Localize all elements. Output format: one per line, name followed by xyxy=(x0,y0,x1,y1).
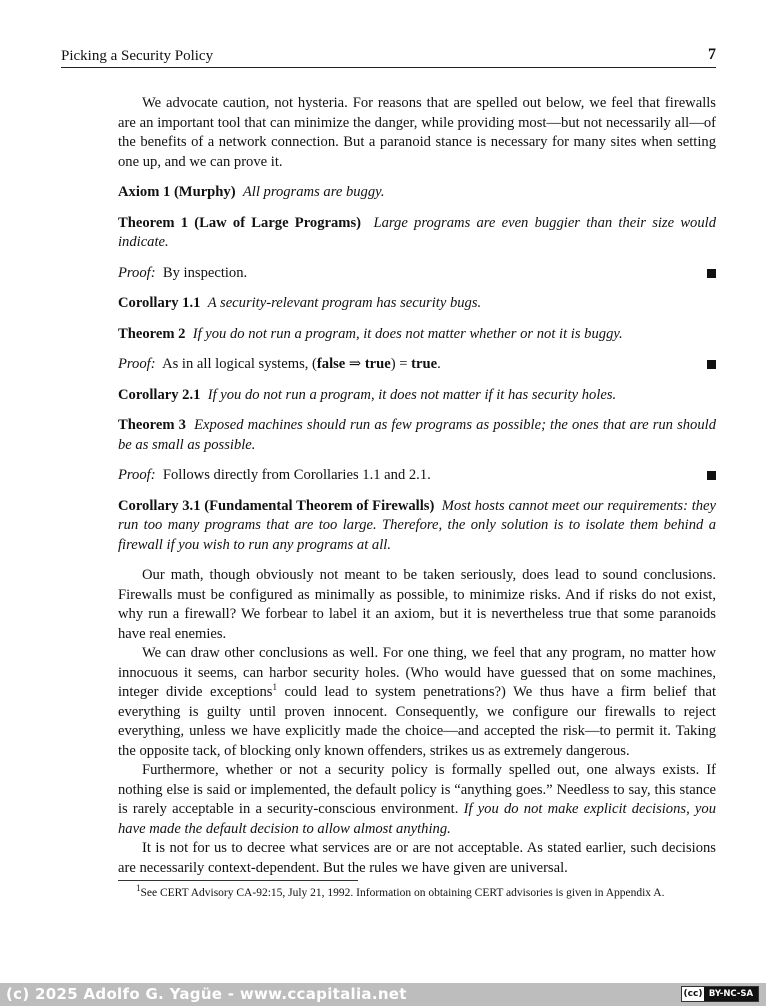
paragraph-universal-rules: It is not for us to decree what services are or are not acceptable. As stated earlier, such decisions are necessarily context-dependent. But the rules we have given are universal. xyxy=(118,840,716,876)
proof-2-suffix: . xyxy=(437,356,441,372)
theorem-2 xyxy=(118,325,716,345)
paragraph-math: Our math, though obviously not meant to be taken seriously, does lead to sound conclusions. Firewalls must be configured as minimally as possible, to minimize risks. And if risks do not exist, why run a firewall? We forbear to label it an axiom, but it is nevertheless true that some paranoids have real enemies. xyxy=(118,567,716,642)
proof-2-prefix: As in all logical systems, ( xyxy=(162,356,317,372)
proof-3-label: Proof: xyxy=(118,467,156,483)
header-title: Picking a Security Policy xyxy=(61,48,214,64)
proof-2-false: false xyxy=(316,356,346,372)
corollary-1-1-label: Corollary 1.1 xyxy=(118,295,201,311)
footnote-mark: 1 xyxy=(136,883,141,894)
paragraph-conclusions-text-a: We can draw other conclusions as well. For one thing, we feel that any program, no matter how innocuous it seems, can harbor security holes. (Who would have guessed that on some machines, integer divide exceptions xyxy=(118,645,716,700)
qed-square-icon xyxy=(707,471,716,480)
cc-license-badge xyxy=(681,986,759,1002)
footnote-divider xyxy=(118,880,358,881)
corollary-1-1-statement: A security-relevant program has security bugs. xyxy=(207,295,482,311)
copyright-watermark: (c) 2025 Adolfo G. Yagüe - www.ccapitalia.net xyxy=(6,985,407,1003)
corollary-2-1 xyxy=(118,386,716,406)
cc-logo-icon: (cc) xyxy=(683,989,703,999)
theorem-1-statement: Large programs are even buggier than their size would indicate. xyxy=(118,214,716,250)
axiom-1-statement: All programs are buggy. xyxy=(242,184,385,200)
proof-1-label: Proof: xyxy=(118,264,156,281)
theorem-2-label: Theorem 2 xyxy=(118,325,186,342)
proof-1 xyxy=(118,264,716,284)
page-number: 7 xyxy=(708,46,716,63)
running-header xyxy=(61,47,716,68)
footnote-text: See CERT Advisory CA-92:15, July 21, 1992. Information on obtaining CERT advisories is given in Appendix A. xyxy=(140,887,665,899)
corollary-2-1-statement: If you do not run a program, it does not matter if it has security holes. xyxy=(207,386,617,403)
main-text xyxy=(118,94,716,878)
proof-2-middle: ) = xyxy=(390,356,412,372)
proof-3 xyxy=(118,466,716,486)
corollary-1-1 xyxy=(118,294,716,314)
corollary-3-1-label: Corollary 3.1 (Fundamental Theorem of Firewalls) xyxy=(118,497,435,514)
theorem-1-label: Theorem 1 (Law of Large Programs) xyxy=(118,214,361,231)
paragraph-intro: We advocate caution, not hysteria. For reasons that are spelled out below, we feel that firewalls are an important tool that can minimize the danger, while providing most—but not necessarily all—of the benefits of a network connection. But a paranoid stance is necessary for many sites when setting one up, and we can prove it. xyxy=(118,95,716,170)
footnote xyxy=(136,883,726,901)
paragraph-conclusions xyxy=(118,644,716,761)
proof-2-label: Proof: xyxy=(118,356,156,372)
theorem-2-statement: If you do not run a program, it does not matter whether or not it is buggy. xyxy=(192,325,623,342)
paragraph-default-policy-text: Furthermore, whether or not a security policy is formally spelled out, one always exists. If nothing else is said or implemented, the default policy is “anything goes.” Needless to say, this stance is rarely acceptable in a security-conscious environment. xyxy=(118,762,716,817)
qed-square-icon xyxy=(707,360,716,369)
corollary-3-1 xyxy=(118,497,716,556)
paragraph-default-policy xyxy=(118,761,716,839)
theorem-3-label: Theorem 3 xyxy=(118,417,186,433)
cc-license-text: BY-NC-SA xyxy=(704,987,758,1001)
theorem-3-statement: Exposed machines should run as few programs as possible; the ones that are run should be as small as possible. xyxy=(118,417,717,453)
axiom-1 xyxy=(118,183,716,203)
corollary-3-1-statement: Most hosts cannot meet our requirements: they run too many programs that are too large. Therefore, the only solution is to isolate them behind a firewall if you wish to run any programs at all. xyxy=(118,497,717,553)
paragraph-default-policy-italic: If you do not make explicit decisions, you have made the default decision to allow almost anything. xyxy=(118,801,716,837)
theorem-1 xyxy=(118,214,716,253)
proof-2-arrow: ⇒ xyxy=(345,356,365,372)
footnote-ref: 1 xyxy=(272,682,277,693)
paragraph-conclusions-text-b: could lead to system penetrations?) We thus have a firm belief that everything is guilty until proven innocent. Consequently, we configure our firewalls to reject everything, unless we have explicitly made the choice—and accepted the risk—to permit it. Taking the opposite tack, of blocking only known offenders, strikes us as extremely dangerous. xyxy=(118,684,716,759)
axiom-1-label: Axiom 1 (Murphy) xyxy=(118,184,236,200)
proof-2-result: true xyxy=(411,356,438,372)
proof-1-text: By inspection. xyxy=(162,264,248,281)
theorem-3 xyxy=(118,416,716,455)
corollary-2-1-label: Corollary 2.1 xyxy=(118,386,201,403)
qed-square-icon xyxy=(707,269,716,278)
proof-3-text: Follows directly from Corollaries 1.1 and 2.1. xyxy=(162,467,431,483)
proof-2 xyxy=(118,355,716,375)
proof-2-true: true xyxy=(364,356,391,372)
